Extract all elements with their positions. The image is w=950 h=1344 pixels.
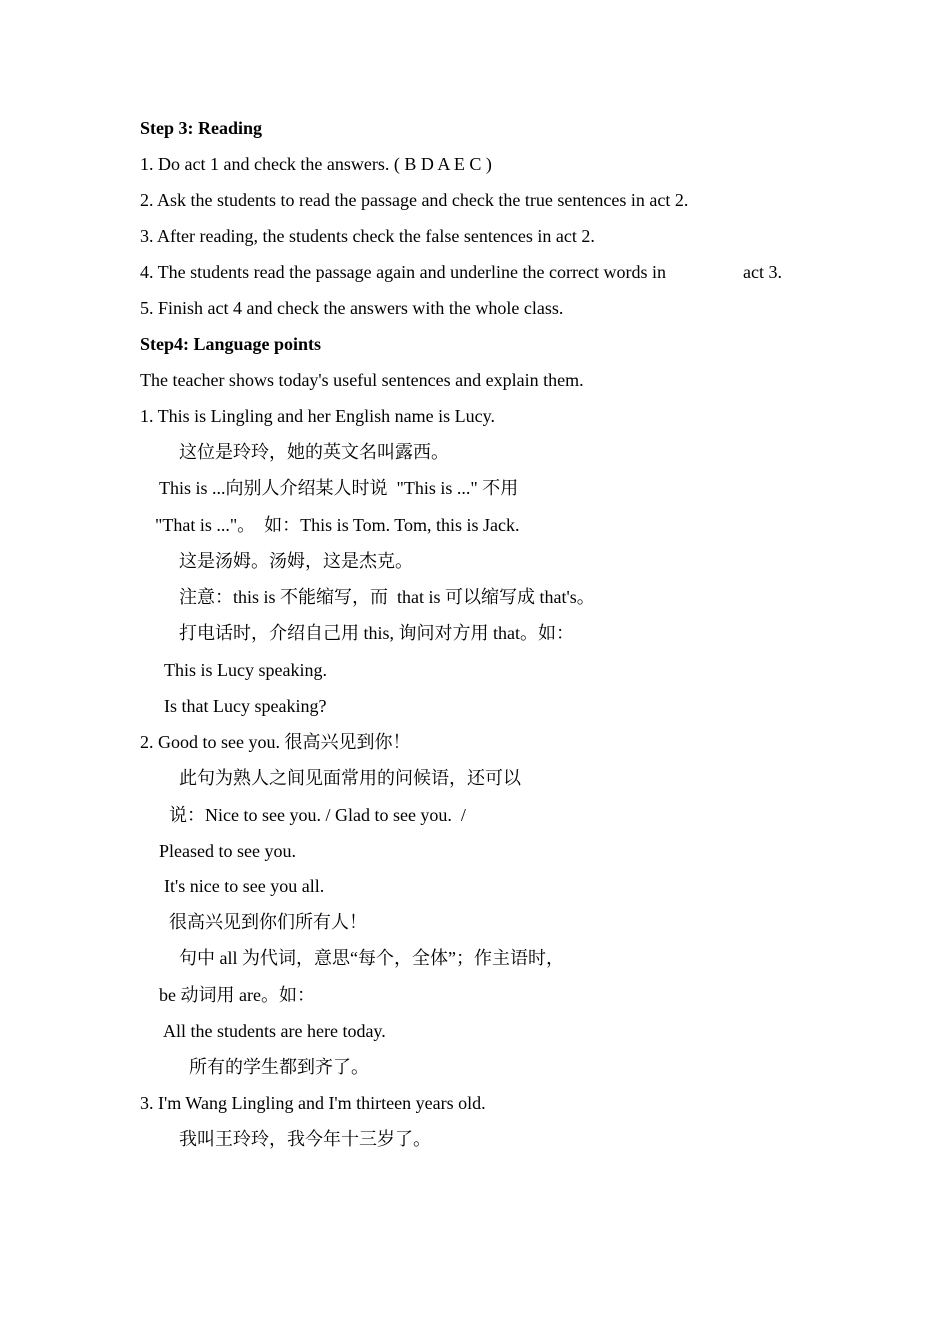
point2-line: be 动词用 are。如： <box>159 985 315 1005</box>
point1-line: This is Lucy speaking. <box>164 660 327 680</box>
step3-item-1: 1. Do act 1 and check the answers. ( B D A E C ) <box>140 154 492 174</box>
point1-line: This is ...向别人介绍某人时说 "This is ..." 不用 <box>159 478 519 498</box>
step4-intro: The teacher shows today's useful sentences and explain them. <box>140 370 584 390</box>
point1-line: 这位是玲玲，她的英文名叫露西。 <box>179 442 449 462</box>
point2-line: Pleased to see you. <box>159 841 296 861</box>
point2-line: All the students are here today. <box>163 1021 386 1041</box>
step3-heading: Step 3: Reading <box>140 118 263 138</box>
point1-line: "That is ..."。 如：This is Tom. Tom, this is Jack. <box>155 515 520 535</box>
step3-item-5: 5. Finish act 4 and check the answers with the whole class. <box>140 298 564 318</box>
point3-sentence: 3. I'm Wang Lingling and I'm thirteen years old. <box>140 1093 486 1113</box>
step3-item-3: 3. After reading, the students check the false sentences in act 2. <box>140 226 595 246</box>
point2-line: 说：Nice to see you. / Glad to see you. / <box>169 805 466 825</box>
point2-line: 句中 all 为代词，意思“每个，全体”；作主语时， <box>179 948 564 968</box>
point1-sentence: 1. This is Lingling and her English name is Lucy. <box>140 406 495 426</box>
point1-line: 打电话时，介绍自己用 this, 询问对方用 that。如： <box>179 623 574 643</box>
step3-item-2: 2. Ask the students to read the passage and check the true sentences in act 2. <box>140 190 689 210</box>
point2-sentence: 2. Good to see you. 很高兴见到你！ <box>140 732 411 752</box>
point2-line: 此句为熟人之间见面常用的问候语，还可以 <box>179 768 521 788</box>
point2-line: 所有的学生都到齐了。 <box>189 1057 369 1077</box>
step3-item-4: 4. The students read the passage again and underline the correct words in <box>140 262 666 282</box>
point2-line: 很高兴见到你们所有人！ <box>169 912 367 932</box>
point2-line: It's nice to see you all. <box>164 876 325 896</box>
step4-heading: Step4: Language points <box>140 334 322 354</box>
point1-line: 注意：this is 不能缩写，而 that is 可以缩写成 that's。 <box>179 587 595 607</box>
point1-line: Is that Lucy speaking? <box>164 696 327 716</box>
point3-line: 我叫王玲玲，我今年十三岁了。 <box>179 1129 431 1149</box>
step3-item-4-tail: act 3. <box>743 262 782 282</box>
point1-line: 这是汤姆。汤姆，这是杰克。 <box>179 551 413 571</box>
